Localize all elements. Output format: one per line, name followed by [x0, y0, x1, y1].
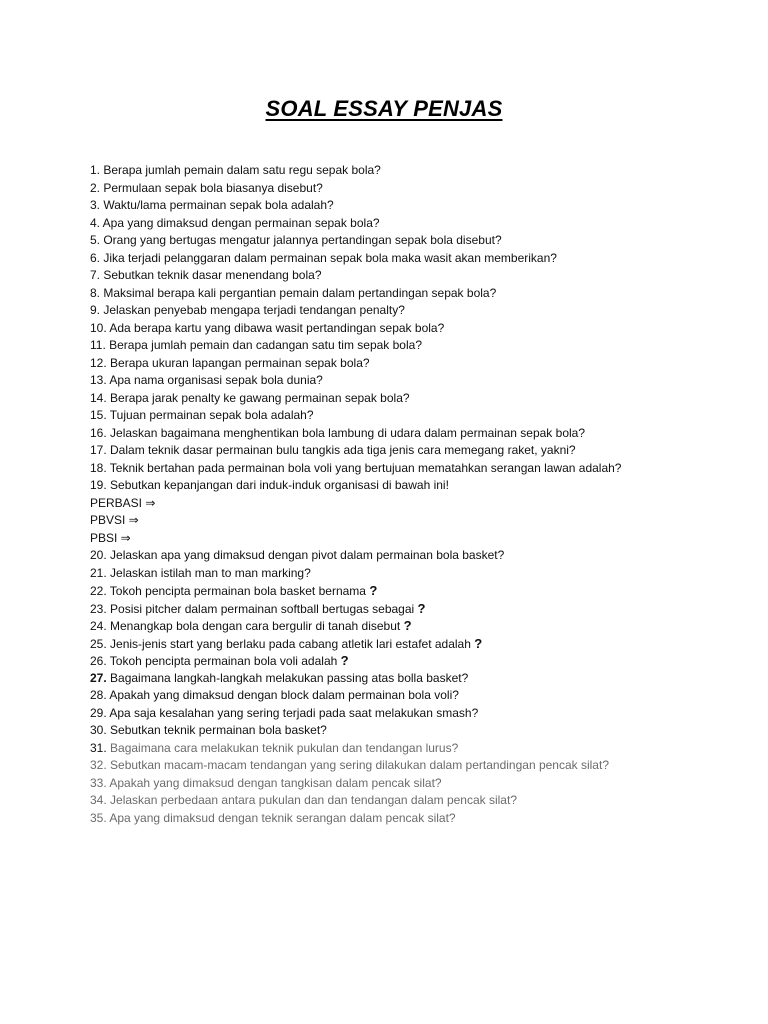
question-line [90, 442, 750, 460]
question-text: 23. Posisi pitcher dalam permainan softball bertugas sebagai [90, 601, 418, 616]
question-line [90, 617, 750, 635]
question-text: 18. Teknik bertahan pada permainan bola voli yang bertujuan mematahkan serangan lawan adalah? [90, 460, 622, 475]
question-text: 20. Jelaskan apa yang dimaksud dengan pivot dalam permainan bola basket? [90, 548, 505, 562]
question-line [90, 582, 750, 600]
question-text: 8. Maksimal berapa kali pergantian pemain dalam pertandingan sepak bola? [90, 285, 497, 300]
question-text: 22. Tokoh pencipta permainan bola basket bernama [90, 584, 370, 598]
question-text: 10. Ada berapa kartu yang dibawa wasit pertandingan sepak bola? [90, 320, 445, 335]
question-text: 13. Apa nama organisasi sepak bola dunia? [90, 373, 323, 387]
question-line [90, 547, 750, 565]
question-text: 21. Jelaskan istilah man to man marking? [90, 565, 311, 580]
question-text: 24. Menangkap bola dengan cara bergulir di tanah disebut [90, 619, 404, 633]
question-text: 28. Apakah yang dimaksud dengan block dalam permainan bola voli? [90, 688, 459, 702]
question-text: 1. Berapa jumlah pemain dalam satu regu sepak bola? [90, 163, 381, 177]
question-mark: ? [403, 618, 412, 633]
question-text: 12. Berapa ukuran lapangan permainan sepak bola? [90, 355, 370, 370]
question-text: 16. Jelaskan bagaimana menghentikan bola lambung di udara dalam permainan sepak bola? [90, 425, 585, 440]
question-line [90, 687, 750, 705]
question-text: 5. Orang yang bertugas mengatur jalannya pertandingan sepak bola disebut? [90, 233, 502, 247]
question-text: 11. Berapa jumlah pemain dan cadangan satu tim sepak bola? [90, 338, 422, 352]
question-text: 26. Tokoh pencipta permainan bola voli adalah [90, 654, 341, 668]
question-text: 30. Sebutkan teknik permainan bola basket? [90, 723, 327, 737]
question-text: 25. Jenis-jenis start yang berlaku pada cabang atletik lari estafet adalah [90, 636, 475, 651]
question-line [90, 600, 750, 618]
question-line [90, 652, 750, 670]
question-text: 14. Berapa jarak penalty ke gawang permainan sepak bola? [90, 390, 410, 405]
question-line [90, 705, 750, 723]
question-line [90, 267, 750, 285]
question-line [90, 320, 750, 338]
question-line [90, 390, 750, 408]
question-text: 32. Sebutkan macam-macam tendangan yang sering dilakukan dalam pertandingan pencak silat? [90, 758, 609, 772]
question-line [90, 355, 750, 373]
question-text: PBVSI ⇒ [90, 513, 139, 527]
question-line [90, 775, 750, 793]
question-line [90, 372, 750, 390]
question-line [90, 407, 750, 425]
question-line [90, 162, 750, 180]
question-line [90, 810, 750, 828]
question-line [90, 512, 750, 530]
question-line [90, 740, 750, 758]
question-line [90, 565, 750, 583]
question-text: 7. Sebutkan teknik dasar menendang bola? [90, 268, 322, 282]
question-line [90, 477, 750, 495]
question-text: 17. Dalam teknik dasar permainan bulu tangkis ada tiga jenis cara memegang raket, yakni? [90, 443, 576, 457]
question-line [90, 232, 750, 250]
question-text: 2. Permulaan sepak bola biasanya disebut? [90, 180, 323, 195]
question-line [90, 197, 750, 215]
question-line [90, 337, 750, 355]
question-line [90, 302, 750, 320]
question-number: 27. [90, 670, 107, 685]
question-text: 3. Waktu/lama permainan sepak bola adalah? [90, 198, 334, 212]
question-line [90, 250, 750, 268]
question-text: Bagaimana langkah-langkah melakukan passing atas bolla basket? [106, 670, 469, 685]
question-line [90, 530, 750, 548]
question-text: 33. Apakah yang dimaksud dengan tangkisan dalam pencak silat? [90, 775, 442, 790]
question-line [90, 215, 750, 233]
question-text: 19. Sebutkan kepanjangan dari induk-induk organisasi di bawah ini! [90, 478, 449, 492]
question-line [90, 180, 750, 198]
question-text: 6. Jika terjadi pelanggaran dalam permainan sepak bola maka wasit akan memberikan? [90, 250, 557, 265]
question-text: 15. Tujuan permainan sepak bola adalah? [90, 408, 314, 422]
question-line [90, 285, 750, 303]
question-text: PERBASI ⇒ [90, 495, 156, 510]
question-mark: ? [369, 583, 378, 598]
question-text: 29. Apa saja kesalahan yang sering terjadi pada saat melakukan smash? [90, 705, 479, 720]
question-mark: ? [474, 635, 483, 651]
question-mark: ? [417, 600, 426, 616]
question-line [90, 792, 750, 810]
question-text: PBSI ⇒ [90, 530, 131, 545]
question-text: Bagaimana cara melakukan teknik pukulan dan tendangan lurus? [106, 740, 459, 755]
question-text: 34. Jelaskan perbedaan antara pukulan dan dan tendangan dalam pencak silat? [90, 793, 517, 807]
question-number: 31. [90, 740, 107, 755]
question-line [90, 635, 750, 653]
question-text: 35. Apa yang dimaksud dengan teknik serangan dalam pencak silat? [90, 810, 456, 825]
question-line [90, 757, 750, 775]
question-line [90, 495, 750, 513]
question-line [90, 425, 750, 443]
question-line [90, 460, 750, 478]
question-line [90, 722, 750, 740]
question-mark: ? [340, 653, 349, 668]
document-title: SOAL ESSAY PENJAS [265, 96, 503, 121]
question-list [90, 162, 750, 827]
question-text: 4. Apa yang dimaksud dengan permainan sepak bola? [90, 215, 380, 230]
question-text: 9. Jelaskan penyebab mengapa terjadi tendangan penalty? [90, 303, 405, 317]
question-line [90, 670, 750, 688]
